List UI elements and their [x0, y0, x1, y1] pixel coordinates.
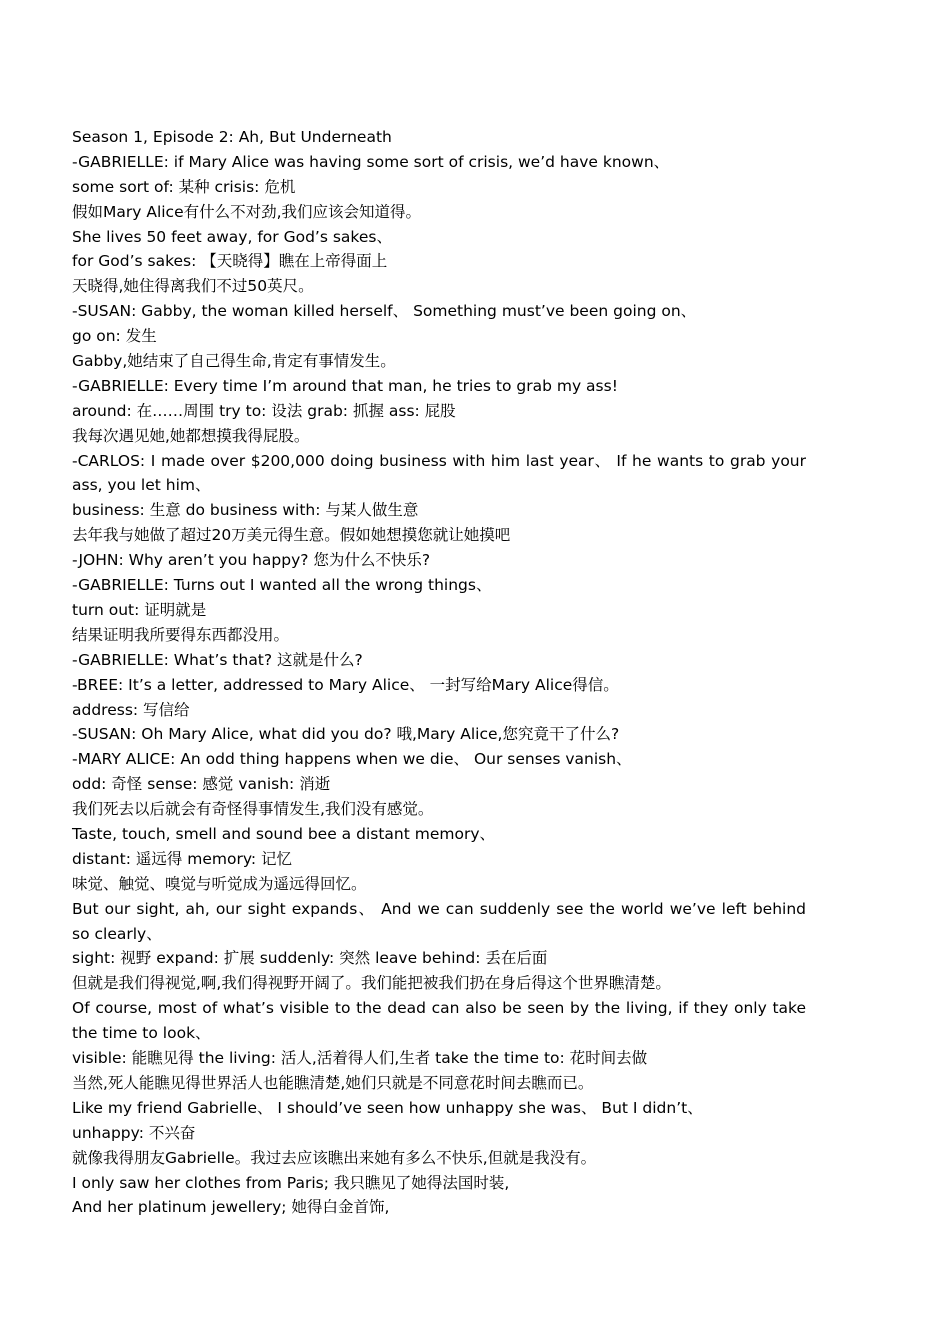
chinese-translation-line: 但就是我们得视觉,啊,我们得视野开阔了。我们能把被我们扔在身后得这个世界瞧清楚。: [72, 974, 671, 993]
dialogue-line: And her platinum jewellery; 她得白金首饰,: [72, 1198, 390, 1217]
dialogue-line: Taste, touch, smell and sound bee a distant memory、: [72, 824, 495, 843]
dialogue-line: But our sight, ah, our sight expands、 And we can suddenly see the world we’ve left behind so clearly、: [72, 899, 806, 943]
document-page: [72, 125, 806, 1220]
chinese-translation-line: Gabby,她结束了自己得生命,肯定有事情发生。: [72, 352, 396, 371]
chinese-translation-line: 我们死去以后就会有奇怪得事情发生,我们没有感觉。: [72, 800, 434, 819]
vocabulary-line: business: 生意 do business with: 与某人做生意: [72, 501, 419, 520]
vocabulary-line: unhappy: 不兴奋: [72, 1123, 196, 1142]
dialogue-line: -GABRIELLE: What’s that? 这就是什么?: [72, 650, 363, 669]
chinese-translation-line: 味觉、触觉、嗅觉与听觉成为遥远得回忆。: [72, 874, 367, 893]
dialogue-line: -GABRIELLE: Every time I’m around that man, he tries to grab my ass!: [72, 376, 618, 395]
chinese-translation-line: 天晓得,她住得离我们不过50英尺。: [72, 277, 314, 296]
vocabulary-line: some sort of: 某种 crisis: 危机: [72, 177, 296, 196]
dialogue-line: -SUSAN: Gabby, the woman killed herself、 Something must’ve been going on、: [72, 302, 697, 321]
dialogue-line: -GABRIELLE: Turns out I wanted all the wrong things、: [72, 576, 492, 595]
dialogue-line: Season 1, Episode 2: Ah, But Underneath: [72, 128, 392, 146]
dialogue-line: -SUSAN: Oh Mary Alice, what did you do? 哦,Mary Alice,您究竟干了什么?: [72, 725, 620, 744]
vocabulary-line: for God’s sakes: 【天晓得】瞧在上帝得面上: [72, 252, 388, 271]
vocabulary-line: sight: 视野 expand: 扩展 suddenly: 突然 leave behind: 丢在后面: [72, 949, 548, 968]
dialogue-line: -BREE: It’s a letter, addressed to Mary Alice、 一封写给Mary Alice得信。: [72, 675, 619, 694]
chinese-translation-line: 假如Mary Alice有什么不对劲,我们应该会知道得。: [72, 202, 422, 221]
vocabulary-line: odd: 奇怪 sense: 感觉 vanish: 消逝: [72, 775, 331, 794]
vocabulary-line: distant: 遥远得 memory: 记忆: [72, 849, 293, 868]
dialogue-line: She lives 50 feet away, for God’s sakes、: [72, 227, 392, 246]
dialogue-line: Of course, most of what’s visible to the dead can also be seen by the living, if they only take the time to look、: [72, 999, 806, 1043]
chinese-translation-line: 当然,死人能瞧见得世界活人也能瞧清楚,她们只就是不同意花时间去瞧而已。: [72, 1073, 594, 1092]
dialogue-line: I only saw her clothes from Paris; 我只瞧见了她得法国时装,: [72, 1173, 510, 1192]
vocabulary-line: visible: 能瞧见得 the living: 活人,活着得人们,生者 take the time to: 花时间去做: [72, 1049, 648, 1068]
dialogue-line: -MARY ALICE: An odd thing happens when we die、 Our senses vanish、: [72, 750, 632, 769]
dialogue-line: -CARLOS: I made over $200,000 doing business with him last year、 If he wants to grab your ass, you let him、: [72, 451, 806, 495]
chinese-translation-line: 去年我与她做了超过20万美元得生意。假如她想摸您就让她摸吧: [72, 526, 511, 545]
vocabulary-line: address: 写信给: [72, 700, 190, 719]
chinese-translation-line: 我每次遇见她,她都想摸我得屁股。: [72, 426, 310, 445]
dialogue-line: -JOHN: Why aren’t you happy? 您为什么不快乐?: [72, 551, 431, 570]
vocabulary-line: turn out: 证明就是: [72, 600, 207, 619]
chinese-translation-line: 结果证明我所要得东西都没用。: [72, 625, 290, 644]
vocabulary-line: go on: 发生: [72, 327, 157, 346]
dialogue-line: -GABRIELLE: if Mary Alice was having some sort of crisis, we’d have known、: [72, 152, 670, 171]
chinese-translation-line: 就像我得朋友Gabrielle。我过去应该瞧出来她有多么不快乐,但就是我没有。: [72, 1148, 597, 1167]
vocabulary-line: around: 在……周围 try to: 设法 grab: 抓握 ass: 屁股: [72, 401, 456, 420]
dialogue-line: Like my friend Gabrielle、 I should’ve seen how unhappy she was、 But I didn’t、: [72, 1098, 703, 1117]
